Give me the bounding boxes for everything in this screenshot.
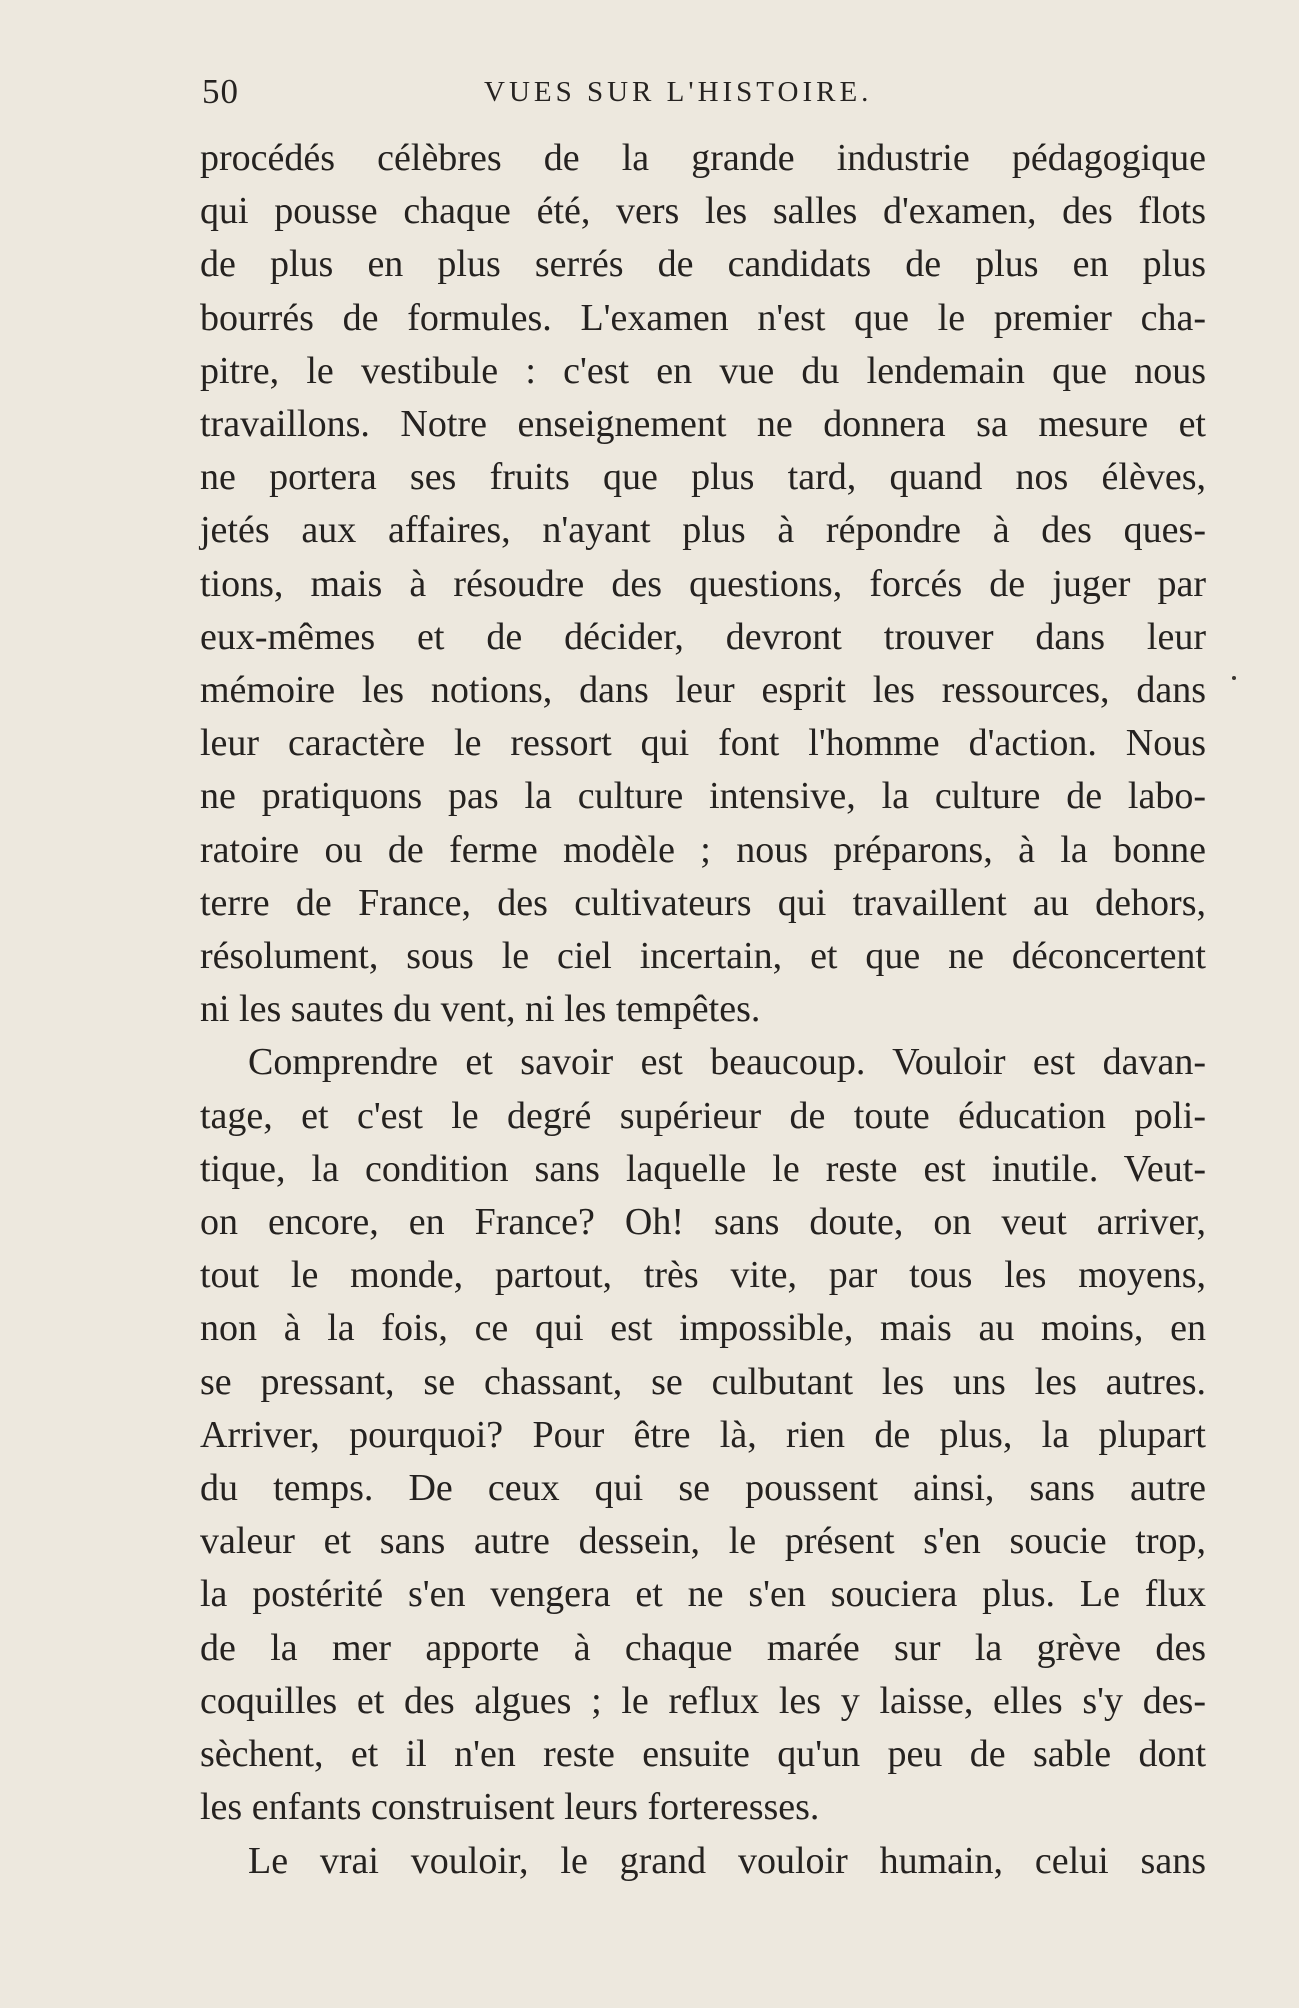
text-line: les enfants construisent leurs forteresses. [200,1786,820,1829]
text-line: ratoire ou de ferme modèle ; nous préparons, à la bonne [200,828,1206,871]
paragraph-3 [200,1835,1206,1888]
text-line: tions, mais à résoudre des questions, forcés de juger par [200,562,1206,605]
text-line: eux-mêmes et de décider, devront trouver dans leur [200,615,1206,658]
text-line: leur caractère le ressort qui font l'homme d'action. Nous [200,722,1206,765]
text-line: ni les sautes du vent, ni les tempêtes. [200,988,761,1031]
text-line: résolument, sous le ciel incertain, et que ne déconcertent [200,935,1206,978]
text-line: la postérité s'en vengera et ne s'en souciera plus. Le flux [200,1573,1206,1616]
text-line: on encore, en France? Oh! sans doute, on veut arriver, [200,1201,1206,1244]
ink-speck [1232,676,1236,680]
text-line: procédés célèbres de la grande industrie pédagogique [200,137,1206,179]
paragraph-2 [200,1036,1206,1834]
text-line: du temps. De ceux qui se poussent ainsi, sans autre [200,1467,1206,1510]
text-line: non à la fois, ce qui est impossible, mais au moins, en [200,1307,1206,1350]
text-line: Arriver, pourquoi? Pour être là, rien de plus, la plupart [200,1413,1206,1456]
text-line: tage, et c'est le degré supérieur de toute éducation poli- [200,1094,1206,1137]
text-line: mémoire les notions, dans leur esprit les ressources, dans [200,669,1206,712]
text-line: jetés aux affaires, n'ayant plus à répondre à des ques- [200,509,1206,552]
text-line: pitre, le vestibule : c'est en vue du lendemain que nous [200,349,1206,392]
text-line: sèchent, et il n'en reste ensuite qu'un peu de sable dont [200,1733,1206,1776]
text-line: ne pratiquons pas la culture intensive, la culture de labo- [200,775,1206,818]
text-line: bourrés de formules. L'examen n'est que le premier cha- [200,296,1206,339]
text-line: travaillons. Notre enseignement ne donnera sa mesure et [200,403,1206,446]
text-line: ne portera ses fruits que plus tard, quand nos élèves, [200,456,1206,499]
text-line: coquilles et des algues ; le reflux les y laisse, elles s'y des- [200,1679,1206,1722]
text-line: tique, la condition sans laquelle le reste est inutile. Veut- [200,1147,1206,1190]
text-line: Le vrai vouloir, le grand vouloir humain, celui sans [248,1839,1206,1882]
text-line: de plus en plus serrés de candidats de plus en plus [200,243,1206,286]
paragraph-1 [200,132,1206,1036]
running-head: VUES SUR L'HISTOIRE. [484,76,873,108]
page-header [202,72,1202,122]
text-line: se pressant, se chassant, se culbutant les uns les autres. [200,1360,1206,1403]
body-text [200,132,1206,1888]
text-line: valeur et sans autre dessein, le présent s'en soucie trop, [200,1520,1206,1563]
text-line: tout le monde, partout, très vite, par tous les moyens, [200,1254,1206,1297]
text-line: qui pousse chaque été, vers les salles d'examen, des flots [200,190,1206,233]
text-line: Comprendre et savoir est beaucoup. Vouloir est davan- [248,1041,1206,1084]
page-number: 50 [202,72,239,111]
text-line: terre de France, des cultivateurs qui travaillent au dehors, [200,881,1206,924]
text-line: de la mer apporte à chaque marée sur la grève des [200,1626,1206,1669]
